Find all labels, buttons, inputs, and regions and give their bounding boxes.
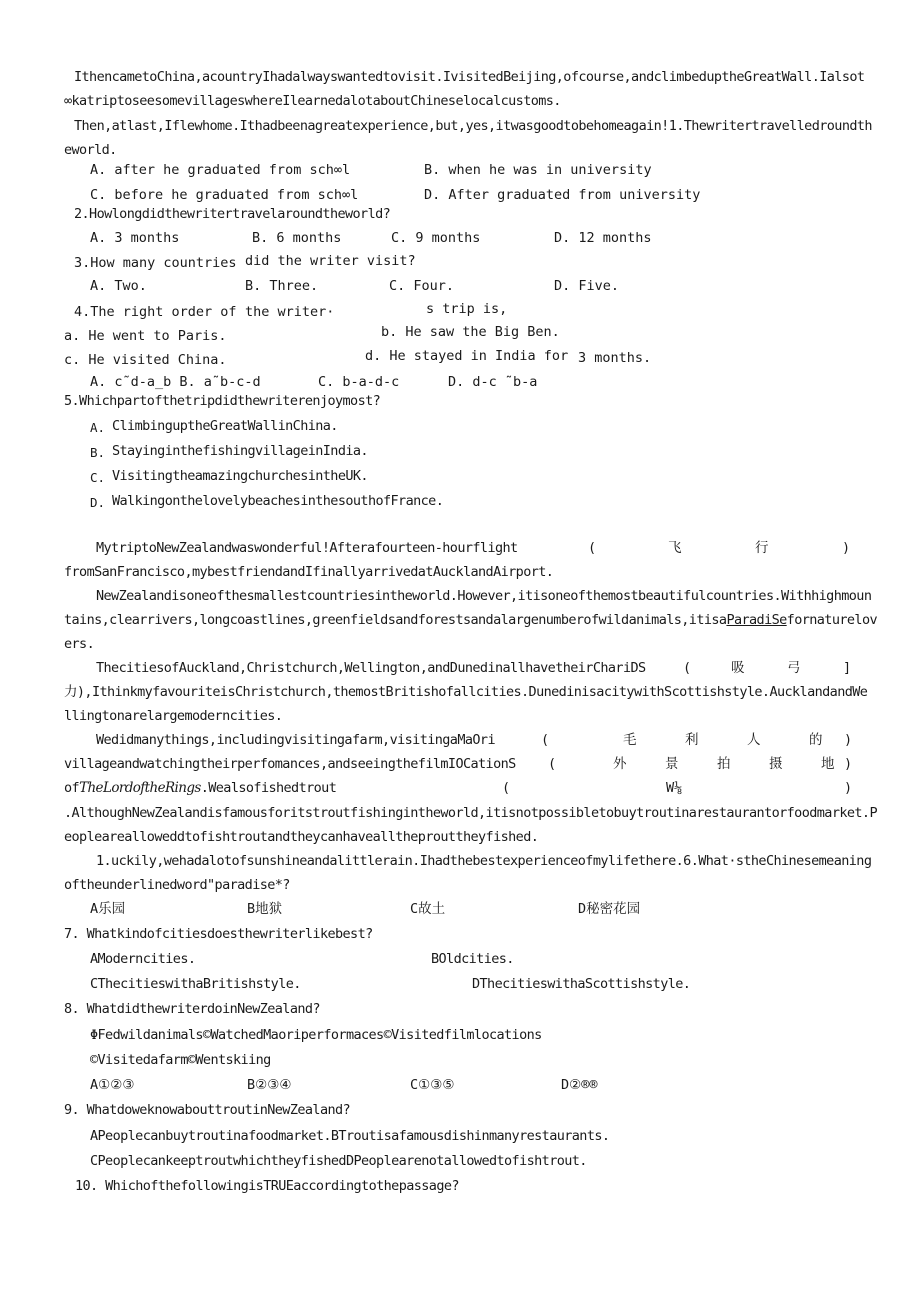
q4-item-d: 3 months. [578,350,652,366]
q4-stem: the writer· [245,304,335,320]
passage2-line: MytriptoNewZealandwaswonderful!Afterafourteen-hourflight [96,540,518,556]
q2-option-c: C. 9 months [391,230,481,246]
q1-option-d: D. After graduated from university [424,187,701,203]
q2-stem: 2.Howlongdidthewritertravelaroundtheworld? [74,206,391,222]
annotation-char: ) [844,732,853,748]
q8-option-b: B②③④ [247,1077,292,1093]
underlined-word-paradise: ParadiSe [726,612,787,628]
passage1-line: Then,atlast,Iflewhome.Ithadbeenagreatexperience,but,yes,itwasgoodtobehomeagain!1.Thewritertravelledroundth [74,118,872,134]
annotation-char: 外 [613,756,627,772]
annotation-char: 弓 [787,660,801,676]
q4-option-d: D. d-c ˜b-a [448,374,538,390]
annotation-char: 吸 [731,660,745,676]
q4-item-d: d. He stayed in India for [365,348,569,364]
annotation-char: 摄 [769,756,783,772]
q8-stem: 8. WhatdidthewriterdoinNewZealand? [64,1001,320,1017]
film-title: TheLordoftheRings [79,780,201,796]
passage1-line: IthencametoChina,acountryIhadalwayswantedtovisit.IvisitedBeijing,ofcourse,andclimbeduptheGreatWall.Ialsot [74,69,865,85]
q5-option-c: VisitingtheamazingchurchesintheUK. [112,468,368,484]
passage2-text: fornaturelov [786,612,878,628]
q8-option-d: D②®® [561,1077,598,1093]
q4-stem: 4.The right order of [74,304,237,320]
annotation-char: ) [844,756,853,772]
q4-option-ab: A. c˜d-a_b B. a˜b-c-d [90,374,261,390]
annotation-char: 飞 [668,540,682,556]
q2-option-a: A. 3 months [90,230,180,246]
annotation-char: ( [541,732,550,748]
annotation-char: 行 [755,540,769,556]
passage2-text: of [64,780,80,796]
q7-option-a: AModerncities. [90,951,196,967]
annotation-char: ] [843,660,852,676]
q3-option-d: D. Five. [554,278,620,294]
q7-stem: 7. Whatkindofcitiesdoesthewriterlikebest? [64,926,373,942]
passage2-line: Wedidmanythings,includingvisitingafarm,visitingaMaOri [96,732,495,748]
passage2-text: tains,clearrivers,longcoastlines,greenfieldsandforestsandalargenumberofwildanimals,itisa [64,612,727,628]
q3-option-b: B. Three. [245,278,319,294]
q6-option-a: A乐园 [90,901,126,917]
passage2-line: ThecitiesofAuckland,Christchurch,Wellington,andDunedinallhavetheirChariDS [96,660,646,676]
q3-option-c: C. Four. [389,278,455,294]
q3-stem: 3.How many countries [74,255,237,271]
q6-option-b: B地狱 [247,901,283,917]
passage2-line: NewZealandisoneofthesmallestcountriesintheworld.However,itisoneofthemostbeautifulcountries.Withhighmoun [96,588,872,604]
annotation-char: ( [683,660,692,676]
q4-stem: s trip is, [426,301,508,317]
q9-options-ab: APeoplecanbuytroutinafoodmarket.BTroutisafamousdishinmanyrestaurants. [90,1128,610,1144]
passage2-line: eoplearealloweddtofishtroutandtheycanhavealltheprouttheyfished. [64,829,539,845]
annotation-char: 利 [685,732,699,748]
q4-item-c: c. He visited China. [64,352,227,368]
q3-stem: did the writer visit? [245,253,416,269]
q5-option-letter: A. [90,420,106,435]
q9-stem: 9. WhatdoweknowabouttroutinNewZealand? [64,1102,351,1118]
annotation-char: 人 [747,732,761,748]
q1-option-a: A. after he graduated from sch∞l [90,162,351,178]
annotation-char: 地 [821,756,835,772]
q7-option-c: CThecitieswithaBritishstyle. [90,976,301,992]
annotation-char: 拍 [717,756,731,772]
annotation-char: 的 [809,732,823,748]
passage2-line: oftheunderlinedword"paradise*? [64,877,290,893]
q2-option-d: D. 12 months [554,230,652,246]
annotation-char: 毛 [623,732,637,748]
annotation-char: ( [502,780,511,796]
passage1-line: ∞katriptoseesomevillageswhereIlearnedalotaboutChineselocalcustoms. [64,93,561,109]
q2-option-b: B. 6 months [252,230,342,246]
q6-option-c: C故土 [410,901,446,917]
q1-option-b: B. when he was in university [424,162,652,178]
annotation-char: ) [842,540,851,556]
q7-option-b: BOldcities. [431,951,514,967]
passage1-line: eworld. [64,142,117,158]
passage2-line: villageandwatchingtheirperfomances,andseeingthefilmIOCationS [64,756,516,772]
passage2-line: ers. [64,636,95,652]
annotation-char: ( [548,756,557,772]
q4-item-b: b. He saw the Big Ben. [381,324,560,340]
passage2-line: 1.uckily,wehadalotofsunshineandalittlerain.Ihadthebestexperienceofmylifethere.6.What·stheChinesemeaning [96,853,872,869]
annotation-char: ( [588,540,597,556]
q8-items: ©Visitedafarm©Wentskiing [90,1052,271,1068]
q5-option-a: ClimbinguptheGreatWallinChina. [112,418,338,434]
passage2-line: llingtonarelargemoderncities. [64,708,283,724]
annotation-char: W⅛ [666,780,683,796]
q7-option-d: DThecitieswithaScottishstyle. [472,976,691,992]
q4-item-a: a. He went to Paris. [64,328,227,344]
passage2-line: 力),IthinkmyfavouriteisChristchurch,themostBritishofallcities.DunedinisacitywithScottishstyle.AucklandandWe [64,684,868,700]
q1-option-c: C. before he graduated from sch∞l [90,187,359,203]
passage2-line [64,779,336,797]
annotation-char: 景 [665,756,679,772]
q4-option-c: C. b-a-d-c [318,374,400,390]
q5-option-letter: C. [90,470,106,485]
q5-option-d: WalkingonthelovelybeachesinthesouthofFrance. [112,493,444,509]
q3-option-a: A. Two. [90,278,147,294]
q9-options-cd: CPeoplecankeeptroutwhichtheyfishedDPeoplearenotallowedtofishtrout. [90,1153,587,1169]
q5-option-letter: D. [90,495,106,510]
q10-stem: 10. WhichofthefollowingisTRUEaccordingtothepassage? [75,1178,459,1194]
q6-option-d: D秘密花园 [578,901,641,917]
q5-option-b: StayinginthefishingvillageinIndia. [112,443,368,459]
annotation-char: ) [844,780,853,796]
q5-stem: 5.Whichpartofthetripdidthewriterenjoymost? [64,393,381,409]
passage2-line: .AlthoughNewZealandisfamousforitstroutfishingintheworld,itisnotpossibletobuytroutinarestaurantorfoodmarket.P [64,805,877,821]
passage2-line: fromSanFrancisco,mybestfriendandIfinallyarrivedatAucklandAirport. [64,564,554,580]
q8-option-a: A①②③ [90,1077,135,1093]
q8-items: ΦFedwildanimals©WatchedMaoriperformaces©Visitedfilmlocations [90,1027,542,1043]
q5-option-letter: B. [90,445,106,460]
passage2-text: .Wealsofishedtrout [200,780,337,796]
q8-option-c: C①③⑤ [410,1077,455,1093]
passage2-line [64,611,877,629]
